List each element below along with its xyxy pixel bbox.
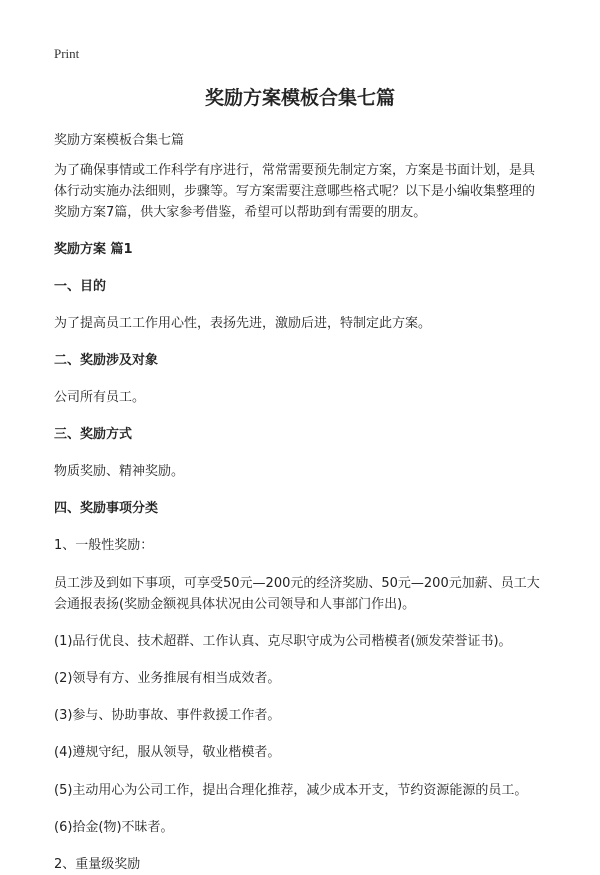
list-item-2: (2)领导有方、业务推展有相当成效者。 (54, 671, 281, 686)
document-title: 奖励方案模板合集七篇 (204, 87, 395, 109)
list-item-4: (4)遵规守纪，服从领导，敬业楷模者。 (54, 745, 281, 760)
paragraph-general-reward-title: 1、一般性奖励： (54, 538, 154, 553)
section-heading-article-1: 奖励方案 篇1 (54, 242, 133, 257)
list-item-6: (6)拾金(物)不昧者。 (54, 820, 174, 835)
section-heading-purpose: 一、目的 (54, 279, 107, 294)
list-item-5: (5)主动用心为公司工作，提出合理化推荐，减少成本开支，节约资源能源的员工。 (54, 783, 528, 798)
list-item-1: (1)品行优良、技术超群、工作认真、克尽职守成为公司楷模者(颁发荣誉证书)。 (54, 634, 512, 649)
section-heading-categories: 四、奖励事项分类 (54, 501, 159, 516)
section-heading-scope: 二、奖励涉及对象 (54, 353, 159, 368)
document-subtitle: 奖励方案模板合集七篇 (54, 133, 185, 148)
paragraph-purpose: 为了提高员工工作用心性，表扬先进，激励后进，特制定此方案。 (54, 316, 432, 331)
paragraph-major-reward-title: 2、重量级奖励 (54, 857, 141, 872)
section-heading-method: 三、奖励方式 (54, 427, 133, 442)
paragraph-method: 物质奖励、精神奖励。 (54, 464, 185, 479)
list-item-3: (3)参与、协助事故、事件救援工作者。 (54, 708, 281, 723)
intro-paragraph: 为了确保事情或工作科学有序进行，常常需要预先制定方案，方案是书面计划，是具体行动实施办法细则，步骤等。写方案需要注意哪些格式呢？以下是小编收集整理的奖励方案7篇，供大家参考借鉴，希望可以帮助到有需要的朋友。 (54, 163, 536, 220)
print-link[interactable]: Print (54, 46, 80, 61)
paragraph-scope: 公司所有员工。 (54, 390, 146, 405)
paragraph-general-reward-desc: 员工涉及到如下事项，可享受50元—200元的经济奖励、50元—200元加薪、员工大会通报表扬(奖励金额视具体状况由公司领导和人事部门作出)。 (54, 576, 540, 612)
